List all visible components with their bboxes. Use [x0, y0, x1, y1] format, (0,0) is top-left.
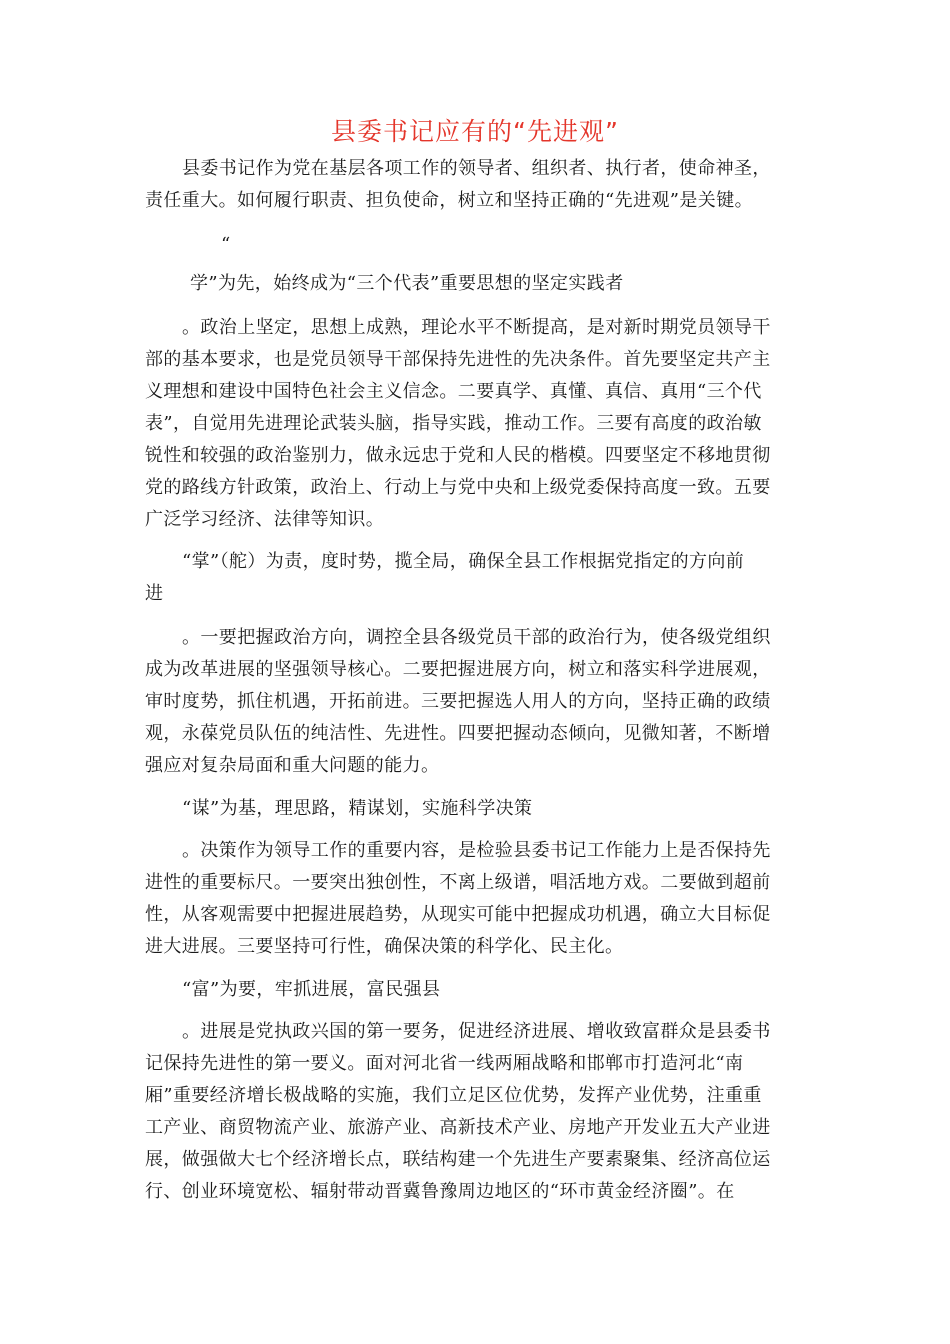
section-body-line: 党的路线方针政策，政治上、行动上与党中央和上级党委保持高度一致。五要 [145, 477, 771, 498]
section-body-line: 。进展是党执政兴国的第一要务，促进经济进展、增收致富群众是县委书 [182, 1021, 771, 1042]
section-body-line: 行、创业环境宽松、辐射带动晋冀鲁豫周边地区的“环市黄金经济圈”。在 [145, 1181, 735, 1202]
section-body-line: 成为改革进展的坚强领导核心。二要把握进展方向，树立和落实科学进展观， [145, 659, 771, 680]
section-body-line: 展，做强做大七个经济增长点，联结构建一个先进生产要素聚集、经济高位运 [145, 1149, 771, 1170]
section-body-line: 。一要把握政治方向，调控全县各级党员干部的政治行为，使各级党组织 [182, 627, 771, 648]
section-heading: “谋”为基，理思路，精谋划，实施科学决策 [182, 798, 533, 819]
section-body-line: 观，永葆党员队伍的纯洁性、先进性。四要把握动态倾向，见微知著，不断增 [145, 723, 771, 744]
section-body-line: 工产业、商贸物流产业、旅游产业、高新技术产业、房地产开发业五大产业进 [145, 1117, 771, 1138]
intro-line: 县委书记作为党在基层各项工作的领导者、组织者、执行者，使命神圣， [182, 158, 771, 179]
section-body-line: 。政治上坚定，思想上成熟，理论水平不断提高，是对新时期党员领导干 [182, 317, 771, 338]
document-title: 县委书记应有的“先进观” [331, 117, 619, 146]
section-heading: 学”为先，始终成为“三个代表”重要思想的坚定实践者 [190, 273, 624, 294]
section-body-line: 部的基本要求，也是党员领导干部保持先进性的先决条件。首先要坚定共产主 [145, 349, 771, 370]
section-body-line: 厢”重要经济增长极战略的实施，我们立足区位优势，发挥产业优势，注重重 [145, 1085, 762, 1106]
section-body-line: 锐性和较强的政治鉴别力，做永远忠于党和人民的楷模。四要坚定不移地贯彻 [145, 445, 771, 466]
section-body-line: 审时度势，抓住机遇，开拓前进。三要把握选人用人的方向，坚持正确的政绩 [145, 691, 771, 712]
section-heading: “掌”（舵）为责，度时势，揽全局，确保全县工作根据党指定的方向前 [182, 551, 745, 572]
section-body-line: 强应对复杂局面和重大问题的能力。 [145, 755, 440, 776]
section-body-line: 。决策作为领导工作的重要内容，是检验县委书记工作能力上是否保持先 [182, 840, 771, 861]
section-heading: “富”为要，牢抓进展，富民强县 [182, 979, 441, 1000]
section-body-line: 记保持先进性的第一要义。面对河北省一线两厢战略和邯郸市打造河北“南 [145, 1053, 744, 1074]
section-body-line: 性，从客观需要中把握进展趋势，从现实可能中把握成功机遇，确立大目标促 [145, 904, 771, 925]
section-body-line: 进大进展。三要坚持可行性，确保决策的科学化、民主化。 [145, 936, 624, 957]
section-body-line: 义理想和建设中国特色社会主义信念。二要真学、真懂、真信、真用“三个代 [145, 381, 762, 402]
section-body-line: 表”，自觉用先进理论武装头脑，指导实践，推动工作。三要有高度的政治敏 [145, 413, 762, 434]
section-heading: 进 [145, 583, 164, 604]
intro-line: 责任重大。如何履行职责、担负使命，树立和坚持正确的“先进观”是关键。 [145, 190, 754, 211]
stray-quote-mark: “ [221, 234, 231, 255]
section-body-line: 进性的重要标尺。一要突出独创性，不离上级谱，唱活地方戏。二要做到超前 [145, 872, 771, 893]
section-body-line: 广泛学习经济、法律等知识。 [145, 509, 385, 530]
